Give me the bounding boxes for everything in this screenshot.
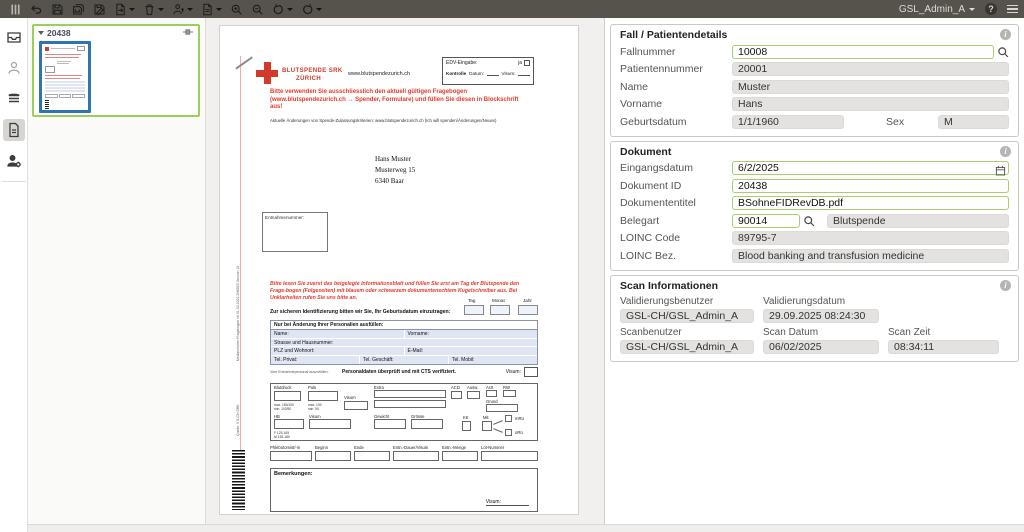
bemerkungen-label: Bemerkungen:: [274, 471, 313, 477]
dokument-id-input[interactable]: 20438: [732, 179, 1009, 193]
rotate-left-icon: [272, 3, 285, 16]
vorname-label: Vorname: [620, 98, 663, 110]
visum-label: Visum:: [505, 369, 521, 375]
label-entn-dauer: Entn.-Dauer/Visum: [393, 445, 429, 450]
belegart-search-button[interactable]: [803, 215, 815, 227]
label-lot-nummer: Lot-Nummer: [481, 445, 505, 450]
panel-toggle-icon: [9, 3, 22, 16]
info-icon[interactable]: i: [1000, 146, 1011, 157]
help-button[interactable]: ?: [985, 3, 997, 15]
name-label: Name: [620, 80, 649, 93]
cell-vorname: Vorname:: [407, 331, 429, 337]
loinc-bez-field: Blood banking and transfusion medicine: [732, 249, 1009, 263]
validierungsdatum-field: 29.09.2025 08:24:30: [763, 309, 879, 323]
date-label-tag: Tag: [468, 298, 476, 303]
sex-field: M: [938, 115, 1009, 129]
pin-icon[interactable]: [182, 24, 194, 42]
label-gewicht: Gewicht: [374, 414, 390, 419]
info-icon[interactable]: i: [1000, 280, 1011, 291]
zoom-out-button[interactable]: [248, 1, 267, 17]
search-icon: [803, 215, 815, 227]
cell-tel-geschaeft: Tel. Geschäft:: [360, 356, 449, 365]
edv-visum-label: Visum:: [501, 71, 516, 76]
identification-line: Zur sicheren Identifizierung bitten wir Sie, Ihr Geburtsdatum einzutragen:: [270, 309, 451, 315]
patientennummer-label: Patientennummer: [620, 63, 703, 75]
fallnummer-search-button[interactable]: [997, 46, 1009, 58]
scan-zeit-label: Scan Zeit: [888, 326, 931, 338]
side-text-bottom: Quelle: V 8-CH SRK: [236, 404, 240, 436]
name-field: Muster: [732, 80, 1009, 94]
dokument-id-label: Dokument ID: [620, 179, 682, 192]
belegart-label: Belegart: [620, 214, 660, 227]
cell-name: Name:: [271, 330, 405, 338]
label-visum: Visum: [344, 395, 356, 400]
label-ausw: Ausw.: [467, 385, 479, 390]
chevron-down-icon: [316, 8, 322, 11]
label-visum2: Visum: [309, 414, 321, 419]
edv-datum-label: Datum:: [469, 71, 484, 76]
date-label-monat: Monat: [492, 298, 505, 303]
cell-tel-privat: Tel. Privat:: [271, 356, 360, 365]
assign-user-button[interactable]: [169, 1, 196, 17]
details-panel: [604, 18, 1024, 524]
cell-email: E-Mail:: [407, 348, 424, 354]
chevron-down-icon: [187, 8, 193, 11]
info-icon[interactable]: i: [1000, 29, 1011, 40]
org-name-line1: BLUTSPENDE SRK: [282, 68, 343, 74]
staff-note: Vom Entnahmepersonal auszufüllen:: [270, 370, 329, 374]
blutdruck-max: max. 180/100: [274, 403, 294, 407]
fallnummer-input[interactable]: 10008: [732, 45, 994, 59]
label-mru: mRü: [515, 416, 524, 421]
rotate-left-button[interactable]: [269, 1, 296, 17]
assign-user-icon: [172, 3, 185, 16]
org-website: www.blutspendezurich.ch: [348, 71, 411, 77]
address-line1: Hans Muster: [375, 155, 411, 163]
status-bar: [28, 524, 1024, 532]
label-mit: Mit: [483, 415, 489, 420]
date-box-monat: [490, 305, 510, 315]
edv-box: [442, 57, 534, 85]
form-notice-bold: Bitte verwenden Sie ausschliesslich den aktuell gültigen Fragebogen (www.blutspendezurich.ch → Spender, Formulare) und füllen Sie diesen in Blockschrift aus!: [270, 89, 519, 111]
document-page: [219, 25, 579, 515]
scan-datum-label: Scan Datum: [763, 326, 819, 338]
pen-mark: [235, 56, 252, 69]
edv-kontrolle-label: Kontrolle: [446, 71, 467, 76]
panel-toggle-button[interactable]: [6, 1, 25, 17]
mru-checkbox: [505, 415, 512, 422]
undo-button[interactable]: [27, 1, 46, 17]
phlebotomy-row: [270, 445, 538, 461]
zoom-out-icon: [251, 3, 264, 16]
section-patient: [610, 24, 1019, 137]
patientennummer-field: 20001: [732, 62, 1009, 76]
label-ende: Ende: [354, 445, 364, 450]
rail-user-button[interactable]: [3, 57, 25, 79]
chevron-down-icon: [216, 8, 222, 11]
entnahmenummer-label: Entnahmenummer:: [265, 215, 305, 220]
save-all-icon: [72, 3, 85, 16]
save-icon: [51, 3, 64, 16]
trash-icon: [143, 3, 156, 16]
loinc-bez-label: LOINC Bez.: [620, 249, 677, 262]
eingangsdatum-input[interactable]: 6/2/2025: [732, 161, 1009, 175]
zoom-in-button[interactable]: [227, 1, 246, 17]
scanbenutzer-field: GSL-CH/GSL_Admin_A: [620, 340, 754, 354]
staff-row: [270, 367, 538, 377]
org-name-line2: ZÜRICH: [296, 76, 322, 82]
belegart-input[interactable]: 90014: [732, 214, 800, 228]
label-groesse: Grösse: [411, 414, 425, 419]
label-kk: KK: [463, 415, 469, 420]
vitals-grid: [270, 383, 538, 441]
blutdruck-min: min. 100/50: [274, 407, 292, 411]
dokumententitel-label: Dokumententitel: [620, 197, 696, 209]
undo-icon: [30, 3, 43, 16]
section-scan: [610, 275, 1019, 362]
bemerkungen-box: [270, 468, 538, 512]
user-settings-icon: [6, 153, 22, 169]
entnahmenummer-box: [262, 212, 328, 252]
user-icon: [6, 60, 22, 76]
form-instruction-red: Bitte lesen Sie zuerst das beigelegte Informationsblatt und füllen Sie erst am Tag der Blutspende den Frage-bogen (Folgeseiten) mit blauem oder schwarzem dokumentenechtem Kugelschreiber aus. Bei Unklarheiten rufen Sie uns bitte an.: [270, 281, 520, 301]
date-label-jahr: Jahr: [523, 298, 532, 303]
chevron-down-icon: [969, 8, 975, 11]
validierungsdatum-label: Validierungsdatum: [763, 295, 846, 307]
section-patient-title: Fall / Patientendetails: [620, 29, 728, 41]
save-button[interactable]: [48, 1, 67, 17]
loinc-code-label: LOINC Code: [620, 232, 681, 244]
thumbnail-group-label: 20438: [47, 27, 71, 38]
user-menu-label: GSL_Admin_A: [898, 3, 965, 15]
validierungsbenutzer-label: Validierungsbenutzer: [620, 295, 714, 307]
label-oru: oRü: [515, 430, 523, 435]
top-toolbar: [0, 0, 1024, 18]
thumbnail-group-header[interactable]: [34, 26, 198, 39]
puls-min: min. 50: [308, 407, 319, 411]
save-edit-icon: [93, 3, 106, 16]
geburtsdatum-label: Geburtsdatum: [620, 115, 687, 128]
barcode: [232, 450, 245, 510]
label-hb: HB: [274, 414, 280, 419]
address-line3: 6340 Baar: [375, 176, 404, 185]
document-thumbnail[interactable]: [39, 41, 91, 113]
label-blutdruck: Blutdruck: [274, 385, 292, 390]
search-icon: [997, 46, 1009, 58]
rail-user-settings-button[interactable]: [3, 150, 25, 172]
cell-plz: PLZ und Wohnort:: [271, 347, 405, 355]
zoom-in-icon: [230, 3, 243, 16]
hb-f: F 125-165: [274, 431, 290, 435]
edv-checkbox: [524, 60, 530, 66]
label-puls: Puls: [308, 385, 317, 390]
pdf-export-icon: [201, 3, 214, 16]
form-notice-small: Aktuelle Änderungen von Spende-Zulassungskriterien: www.blutspendezurich.ch (Ich will spenden/Änderungen/Neues): [270, 118, 497, 123]
label-phlebotomist: Phlebotomist/-in: [270, 445, 301, 450]
menu-button[interactable]: [1007, 5, 1018, 14]
edv-title: EDV-Eingabe:: [446, 60, 478, 66]
label-rw: RW: [503, 385, 510, 390]
section-dokument-title: Dokument: [620, 145, 672, 158]
scan-zeit-field: 08:34:11: [888, 340, 999, 354]
edv-ja-label: ja: [518, 60, 522, 66]
cts-line: Personaldaten überprüft und mit CTS verifiziert.: [342, 369, 456, 375]
personal-data-table: [270, 320, 538, 365]
visum-box: [524, 367, 538, 377]
loinc-code-field: 89795-7: [732, 231, 1009, 245]
vorname-field: Hans: [732, 97, 1009, 111]
user-menu[interactable]: [899, 4, 975, 15]
label-acd: ACD: [451, 385, 460, 390]
rail-divider: [2, 181, 26, 182]
date-box-tag: [464, 305, 484, 315]
address-line2: Musterweg 15: [375, 165, 416, 174]
date-box-jahr: [518, 305, 538, 315]
send-document-button[interactable]: [111, 1, 138, 17]
queue-icon: [6, 91, 22, 107]
rail-queue-button[interactable]: [3, 88, 25, 110]
section-scan-title: Scan Informationen: [620, 279, 719, 292]
bemerkungen-visum-label: Visum:: [486, 499, 529, 506]
chevron-down-icon: [129, 8, 135, 11]
side-text-top: Medizinischer Fragebogen v6 01.02.2022 ZH8503 Version 16: [236, 265, 240, 361]
left-icon-rail: [0, 18, 28, 532]
eingangsdatum-label: Eingangsdatum: [620, 162, 693, 174]
cell-strasse: Strasse und Hausnummer:: [274, 339, 334, 346]
pdf-export-button[interactable]: [198, 1, 225, 17]
geburtsdatum-field: 1/1/1960: [732, 115, 844, 129]
hb-m: M 135-180: [274, 435, 290, 439]
dokumententitel-input[interactable]: BSohneFIDRevDB.pdf: [732, 196, 1009, 210]
recipient-address: [375, 154, 415, 187]
thumbnail-group: [32, 24, 200, 117]
scanbenutzer-label: Scanbenutzer: [620, 326, 682, 338]
form-margin-line: [240, 56, 241, 508]
chevron-down-icon: [158, 8, 164, 11]
send-document-icon: [114, 3, 127, 16]
puls-max: max. 100: [308, 403, 322, 407]
personal-table-header: Nur bei Änderung Ihrer Personalien ausfüllen:: [271, 321, 537, 330]
cell-tel-mobil: Tel. Mobil:: [452, 356, 475, 363]
label-grund: Grund: [486, 399, 498, 404]
belegart-name-field: Blutspende: [827, 214, 1009, 228]
fallnummer-label: Fallnummer: [620, 45, 676, 58]
sex-label: Sex: [886, 115, 905, 128]
label-extra: Extra: [374, 385, 384, 390]
rotate-right-icon: [301, 3, 314, 16]
rotate-right-button[interactable]: [298, 1, 325, 17]
scan-datum-field: 06/02/2025: [763, 340, 879, 354]
inbox-icon: [6, 29, 22, 45]
section-dokument: [610, 141, 1019, 271]
rail-inbox-button[interactable]: [3, 26, 25, 48]
label-beginn: Beginn: [315, 445, 329, 450]
red-cross-logo: [256, 62, 278, 84]
toolbar-right: [899, 3, 1018, 15]
document-icon: [6, 122, 22, 138]
chevron-down-icon: [287, 8, 293, 11]
label-entn-menge: Entn.-Menge: [442, 445, 466, 450]
calendar-icon[interactable]: [995, 163, 1006, 181]
collapse-caret-icon: [38, 31, 44, 35]
label-arzt: Arzt: [486, 385, 494, 390]
rail-document-button[interactable]: [3, 119, 25, 141]
delete-button[interactable]: [140, 1, 167, 17]
validierungsbenutzer-field: GSL-CH/GSL_Admin_A: [620, 309, 754, 323]
document-viewer[interactable]: [205, 18, 604, 524]
save-edit-button[interactable]: [90, 1, 109, 17]
oru-checkbox: [505, 429, 512, 436]
save-all-button[interactable]: [69, 1, 88, 17]
thumbnail-panel: [28, 18, 205, 524]
